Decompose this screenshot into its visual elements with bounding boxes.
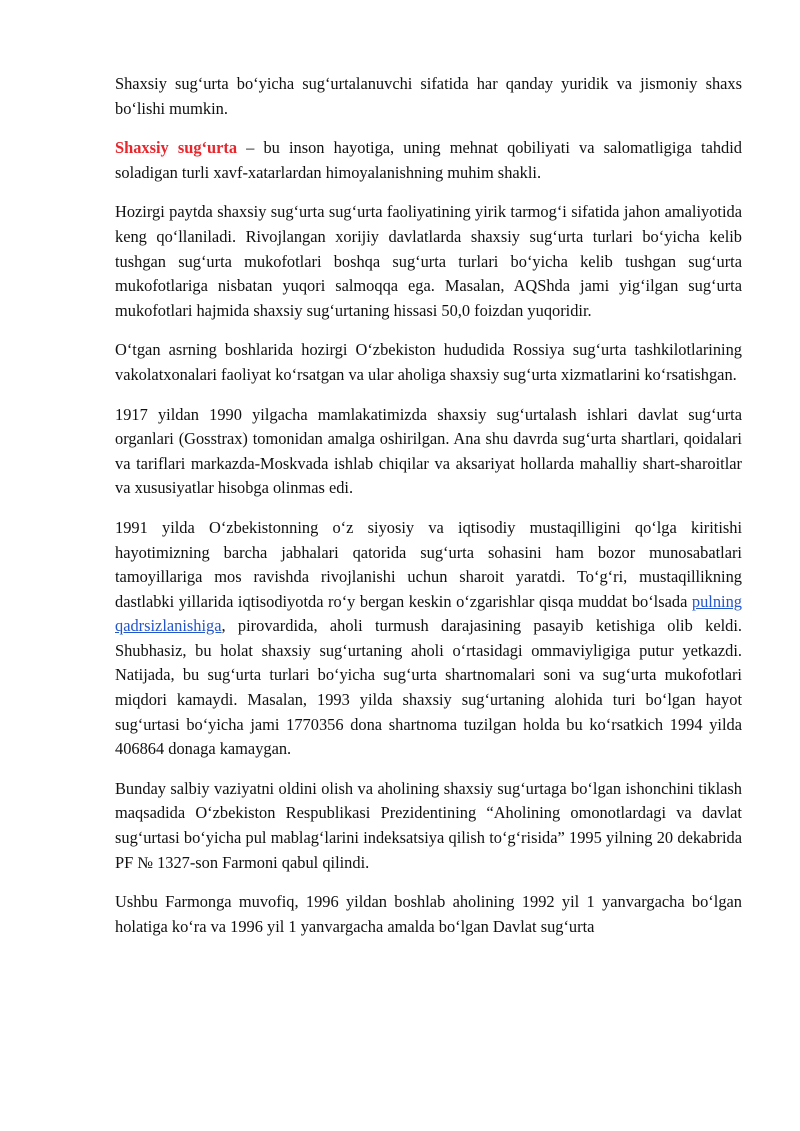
paragraph-last-century: O‘tgan asrning boshlarida hozirgi O‘zbekiston hududida Rossiya sug‘urta tashkilotlarining vakolatxonalari faoliyat ko‘rsatgan va ular aholiga shaxsiy sug‘urta xizmatlarini ko‘rsatishgan. xyxy=(115,340,742,384)
paragraph-policyholder: Shaxsiy sug‘urta bo‘yicha sug‘urtalanuvchi sifatida har qanday yuridik va jismoniy shaxs bo‘lishi mumkin. xyxy=(115,74,742,118)
document-page xyxy=(115,72,742,954)
paragraph-decree: Bunday salbiy vaziyatni oldini olish va aholining shaxsiy sug‘urtaga bo‘lgan ishonchini tiklash maqsadida O‘zbekiston Respublikasi Prezidentining “Aholining omonotlardagi va davlat sug‘urtasi bo‘yicha pul mablag‘larini indeksatsiya qilish to‘g‘risida” 1995 yilning 20 dekabrida PF № 1327-son Farmoni qabul qilindi. xyxy=(115,778,742,872)
paragraph-independence xyxy=(115,516,742,762)
defined-term: Shaxsiy sug‘urta xyxy=(115,138,238,158)
definition-text: – bu inson hayotiga, uning mehnat qobiliyati va salomatligiga tahdid soladigan turli xavf-xatarlardan himoyalanishning muhim shakli. xyxy=(115,138,742,182)
independence-text-before: 1991 yilda O‘zbekistonning o‘z siyosiy va iqtisodiy mustaqilligini qo‘lga kiritishi hayotimizning barcha jabhalari qatorida sug‘urta sohasini ham bozor munosabatlari tamoyillariga mos ravishda rivojlanishi uchun sharoit yaratdi. To‘g‘ri, mustaqillikning dastlabki yillarida iqtisodiyotda ro‘y bergan keskin o‘zgarishlar qisqa muddat bo‘lsada xyxy=(115,517,742,611)
paragraph-1917-1990: 1917 yildan 1990 yilgacha mamlakatimizda shaxsiy sug‘urtalash ishlari davlat sug‘urta organlari (Gosstrax) tomonidan amalga oshirilgan. Ana shu davrda sug‘urta shartlari, qoidalari va tariflari markazda-Moskvada ishlab chiqilar va aksariyat hollarda mahalliy shart-sharoitlar va xususiyatlar hisobga olinmas edi. xyxy=(115,404,742,498)
independence-text-after: , pirovardida, aholi turmush darajasining pasayib ketishiga olib keldi. Shubhasiz, bu holat shaxsiy sug‘urtaning aholi o‘rtasidagi ommaviyligiga putur yetkazdi. Natijada, bu sug‘urta turlari bo‘yicha sug‘urta shartnomalari soni va sug‘urta mukofotlari miqdori kamaydi. Masalan, 1993 yilda shaxsiy sug‘urtaning alohida turi bo‘lgan hayot sug‘urtasi bo‘yicha jami 1770356 dona shartnoma tuzilgan holda bu ko‘rsatkich 1994 yilda 406864 donaga kamaygan. xyxy=(115,616,742,759)
paragraph-world-practice: Hozirgi paytda shaxsiy sug‘urta sug‘urta faoliyatining yirik tarmog‘i sifatida jahon amaliyotida keng qo‘llaniladi. Rivojlangan xorijiy davlatlarda shaxsiy sug‘urta turlari bo‘yicha kelib tushgan sug‘urta mukofotlari boshqa sug‘urta turlari bo‘yicha kelib tushgan sug‘urta mukofotlariga nisbatan yuqori salmoqqa ega. Masalan, AQShda jami yig‘ilgan sug‘urta mukofotlari hajmida shaxsiy sug‘urtaning hissasi 50,0 foizdan yuqoridir. xyxy=(115,202,742,320)
inflation-link[interactable]: pulning qadrsizlanishiga xyxy=(115,591,742,636)
paragraph-decree-effect: Ushbu Farmonga muvofiq, 1996 yildan boshlab aholining 1992 yil 1 yanvargacha bo‘lgan holatiga ko‘ra va 1996 yil 1 yanvargacha amalda bo‘lgan Davlat sug‘urta xyxy=(115,892,742,936)
paragraph-definition xyxy=(115,136,742,185)
